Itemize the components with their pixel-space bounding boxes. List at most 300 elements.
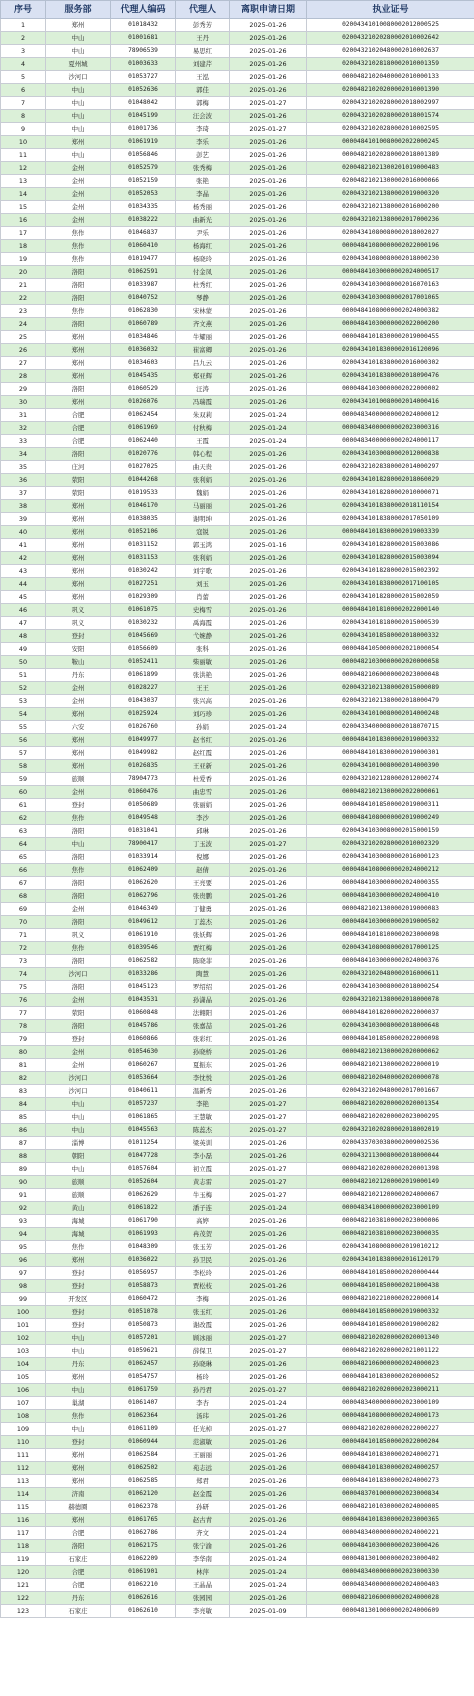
cell-agent-code: 01062620 <box>111 877 176 890</box>
cell-agent-name: 汪涛 <box>176 383 230 396</box>
cell-resign-date: 2025-01-27 <box>230 1098 307 1111</box>
cell-agent-name: 王慧敏 <box>176 1111 230 1124</box>
cell-index: 118 <box>1 1540 46 1553</box>
table-row <box>1 1098 474 1111</box>
cell-branch: 荥阳 <box>46 1007 111 1020</box>
cell-agent-code: 01062502 <box>111 1462 176 1475</box>
cell-license-no: 00004834000000002023000330 <box>307 1566 474 1579</box>
cell-agent-code: 01039546 <box>111 942 176 955</box>
table-row <box>1 240 474 253</box>
cell-resign-date: 2025-01-26 <box>230 994 307 1007</box>
table-row <box>1 1553 474 1566</box>
cell-branch: 鞍山 <box>46 656 111 669</box>
cell-agent-code: 01043037 <box>111 695 176 708</box>
cell-index: 11 <box>1 149 46 162</box>
cell-branch: 洛阳 <box>46 448 111 461</box>
cell-license-no: 02004321021380002018000078 <box>307 994 474 1007</box>
cell-agent-code: 01057237 <box>111 1098 176 1111</box>
cell-agent-name: 孙晓桥 <box>176 1046 230 1059</box>
cell-branch: 洛阳 <box>46 1020 111 1033</box>
cell-branch: 郑州 <box>46 708 111 721</box>
cell-license-no: 02004321020280002018002019 <box>307 1124 474 1137</box>
cell-index: 27 <box>1 357 46 370</box>
cell-branch: 金州 <box>46 786 111 799</box>
cell-agent-code: 01011254 <box>111 1137 176 1150</box>
cell-branch: 洛阳 <box>46 318 111 331</box>
cell-agent-code: 01043531 <box>111 994 176 1007</box>
cell-license-no: 00004841030000002019000502 <box>307 916 474 929</box>
cell-agent-code: 01019477 <box>111 253 176 266</box>
cell-index: 88 <box>1 1150 46 1163</box>
cell-branch: 沙河口 <box>46 968 111 981</box>
cell-branch: 安阳 <box>46 643 111 656</box>
cell-license-no: 00004841018300002024000271 <box>307 1449 474 1462</box>
table-row <box>1 1436 474 1449</box>
cell-branch: 郑州 <box>46 370 111 383</box>
cell-index: 120 <box>1 1566 46 1579</box>
cell-resign-date: 2025-01-26 <box>230 1540 307 1553</box>
table-row <box>1 1527 474 1540</box>
cell-agent-name: 陈蕊杰 <box>176 1124 230 1137</box>
cell-resign-date: 2025-01-26 <box>230 1046 307 1059</box>
cell-license-no: 00004821060000002024000028 <box>307 1592 474 1605</box>
cell-agent-name: 张园园 <box>176 1592 230 1605</box>
cell-agent-name: 刘巧珍 <box>176 708 230 721</box>
cell-resign-date: 2025-01-26 <box>230 1072 307 1085</box>
cell-license-no: 00004821020200002020001398 <box>307 1163 474 1176</box>
cell-resign-date: 2025-01-26 <box>230 1436 307 1449</box>
cell-branch: 中山 <box>46 1332 111 1345</box>
cell-index: 83 <box>1 1085 46 1098</box>
cell-index: 17 <box>1 227 46 240</box>
cell-license-no: 00004841080000002022000196 <box>307 240 474 253</box>
cell-index: 13 <box>1 175 46 188</box>
table-row <box>1 1566 474 1579</box>
cell-branch: 中山 <box>46 123 111 136</box>
cell-index: 119 <box>1 1553 46 1566</box>
cell-agent-name: 梁英训 <box>176 1137 230 1150</box>
table-row <box>1 708 474 721</box>
table-row <box>1 760 474 773</box>
cell-index: 85 <box>1 1111 46 1124</box>
table-row <box>1 1124 474 1137</box>
cell-agent-name: 牛耀丽 <box>176 331 230 344</box>
cell-agent-name: 张利娟 <box>176 474 230 487</box>
cell-agent-name: 王亚新 <box>176 760 230 773</box>
table-row <box>1 1462 474 1475</box>
cell-agent-code: 01062440 <box>111 435 176 448</box>
cell-agent-name: 柴丽敏 <box>176 656 230 669</box>
cell-index: 67 <box>1 877 46 890</box>
cell-agent-name: 李梅 <box>176 1293 230 1306</box>
cell-index: 81 <box>1 1059 46 1072</box>
cell-license-no: 00004821030000002020000058 <box>307 656 474 669</box>
cell-resign-date: 2025-01-26 <box>230 903 307 916</box>
cell-license-no: 00004841018200002022000037 <box>307 1007 474 1020</box>
cell-license-no: 02004341018380002018110154 <box>307 500 474 513</box>
cell-agent-code: 01025924 <box>111 708 176 721</box>
table-row <box>1 968 474 981</box>
cell-resign-date: 2025-01-26 <box>230 825 307 838</box>
cell-license-no: 00004821020400002020000078 <box>307 1072 474 1085</box>
cell-branch: 登封 <box>46 1033 111 1046</box>
cell-branch: 丹东 <box>46 1592 111 1605</box>
cell-resign-date: 2025-01-26 <box>230 461 307 474</box>
cell-license-no: 00004841018100002023000098 <box>307 929 474 942</box>
cell-license-no: 00004841030000002024000410 <box>307 890 474 903</box>
cell-agent-code: 01046170 <box>111 500 176 513</box>
table-row <box>1 1046 474 1059</box>
cell-agent-code: 01050873 <box>111 1319 176 1332</box>
cell-resign-date: 2025-01-26 <box>230 500 307 513</box>
cell-resign-date: 2025-01-26 <box>230 513 307 526</box>
cell-agent-name: 牛玉梅 <box>176 1189 230 1202</box>
cell-license-no: 02004341010080002014000390 <box>307 760 474 773</box>
cell-agent-code: 01056609 <box>111 643 176 656</box>
cell-branch: 中山 <box>46 1124 111 1137</box>
cell-agent-code: 01045669 <box>111 630 176 643</box>
column-header-branch: 服务部 <box>46 1 111 19</box>
cell-license-no: 00004841018300002024000273 <box>307 1475 474 1488</box>
cell-resign-date: 2025-01-26 <box>230 643 307 656</box>
cell-agent-name: 弋婉静 <box>176 630 230 643</box>
cell-agent-name: 张利娟 <box>176 552 230 565</box>
cell-agent-name: 曲天贵 <box>176 461 230 474</box>
table-row <box>1 578 474 591</box>
cell-index: 91 <box>1 1189 46 1202</box>
cell-license-no: 02004334000080002018070715 <box>307 721 474 734</box>
cell-branch: 金州 <box>46 162 111 175</box>
cell-agent-name: 郭佳 <box>176 84 230 97</box>
cell-resign-date: 2025-01-26 <box>230 1215 307 1228</box>
table-row <box>1 266 474 279</box>
cell-license-no: 02004321021380002019000320 <box>307 188 474 201</box>
cell-license-no: 00004841018500002022000098 <box>307 1033 474 1046</box>
table-row <box>1 604 474 617</box>
cell-license-no: 00004841018300002019000332 <box>307 734 474 747</box>
cell-resign-date: 2025-01-26 <box>230 396 307 409</box>
cell-license-no: 02004341018580002018000332 <box>307 630 474 643</box>
cell-license-no: 02004341080080002018002027 <box>307 227 474 240</box>
cell-branch: 郑州 <box>46 526 111 539</box>
table-row <box>1 643 474 656</box>
cell-branch: 郑州 <box>46 396 111 409</box>
cell-agent-code: 01033286 <box>111 968 176 981</box>
cell-license-no: 00004841010080002022000245 <box>307 136 474 149</box>
cell-license-no: 00004841080000002024000382 <box>307 305 474 318</box>
cell-agent-name: 张贵鹏 <box>176 890 230 903</box>
table-row <box>1 1215 474 1228</box>
cell-index: 63 <box>1 825 46 838</box>
cell-agent-code: 01049548 <box>111 812 176 825</box>
table-row <box>1 1592 474 1605</box>
cell-index: 6 <box>1 84 46 97</box>
cell-agent-code: 01061790 <box>111 1215 176 1228</box>
cell-resign-date: 2025-01-27 <box>230 1111 307 1124</box>
cell-branch: 旅顺 <box>46 1189 111 1202</box>
cell-resign-date: 2025-01-26 <box>230 786 307 799</box>
cell-agent-code: 01046349 <box>111 903 176 916</box>
cell-agent-name: 尹乐 <box>176 227 230 240</box>
cell-resign-date: 2025-01-26 <box>230 799 307 812</box>
cell-agent-name: 张妖辉 <box>176 929 230 942</box>
cell-resign-date: 2025-01-27 <box>230 1176 307 1189</box>
cell-index: 36 <box>1 474 46 487</box>
cell-agent-code: 01062629 <box>111 1189 176 1202</box>
cell-resign-date: 2025-01-26 <box>230 110 307 123</box>
cell-index: 38 <box>1 500 46 513</box>
table-row <box>1 1293 474 1306</box>
table-row <box>1 929 474 942</box>
cell-resign-date: 2025-01-26 <box>230 851 307 864</box>
cell-resign-date: 2025-01-26 <box>230 487 307 500</box>
cell-agent-name: 付秋梅 <box>176 422 230 435</box>
cell-index: 77 <box>1 1007 46 1020</box>
cell-license-no: 00004841018300002019000455 <box>307 331 474 344</box>
cell-branch: 沙河口 <box>46 71 111 84</box>
table-row <box>1 1254 474 1267</box>
cell-branch: 六安 <box>46 721 111 734</box>
table-row <box>1 591 474 604</box>
cell-agent-code: 01049977 <box>111 734 176 747</box>
cell-agent-name: 曲忠雪 <box>176 786 230 799</box>
table-row <box>1 1202 474 1215</box>
cell-branch: 庄河 <box>46 461 111 474</box>
cell-index: 7 <box>1 97 46 110</box>
cell-agent-name: 孙丹君 <box>176 1384 230 1397</box>
cell-index: 1 <box>1 19 46 32</box>
table-row <box>1 695 474 708</box>
cell-agent-code: 01052604 <box>111 1176 176 1189</box>
cell-branch: 旅顺 <box>46 1176 111 1189</box>
cell-branch: 郑州 <box>46 136 111 149</box>
cell-agent-code: 01061910 <box>111 929 176 942</box>
cell-index: 86 <box>1 1124 46 1137</box>
cell-branch: 丹东 <box>46 669 111 682</box>
cell-license-no: 02004321028380002014000297 <box>307 461 474 474</box>
cell-branch: 朝阳 <box>46 1150 111 1163</box>
table-row <box>1 409 474 422</box>
cell-branch: 淄博 <box>46 1137 111 1150</box>
cell-resign-date: 2025-01-27 <box>230 1189 307 1202</box>
cell-branch: 金州 <box>46 175 111 188</box>
cell-license-no: 00004841018500002021000438 <box>307 1280 474 1293</box>
cell-branch: 巩义 <box>46 604 111 617</box>
table-row <box>1 32 474 45</box>
cell-agent-code: 01048042 <box>111 97 176 110</box>
cell-license-no: 02004341018380002018090476 <box>307 370 474 383</box>
cell-agent-name: 郑亚辉 <box>176 370 230 383</box>
cell-branch: 沙河口 <box>46 1085 111 1098</box>
cell-agent-name: 张宁渝 <box>176 1540 230 1553</box>
cell-resign-date: 2025-01-24 <box>230 422 307 435</box>
cell-branch: 巩义 <box>46 617 111 630</box>
cell-agent-code: 01062584 <box>111 1449 176 1462</box>
cell-agent-name: 李乐 <box>176 136 230 149</box>
cell-agent-name: 丁玉波 <box>176 838 230 851</box>
cell-resign-date: 2025-01-26 <box>230 253 307 266</box>
cell-branch: 黄山 <box>46 1202 111 1215</box>
table-row <box>1 448 474 461</box>
table-row <box>1 1072 474 1085</box>
table-row <box>1 1475 474 1488</box>
cell-agent-name: 杨晓玲 <box>176 253 230 266</box>
table-row <box>1 1306 474 1319</box>
cell-branch: 济南 <box>46 1488 111 1501</box>
cell-branch: 金州 <box>46 1059 111 1072</box>
cell-license-no: 02004341018380002016000302 <box>307 357 474 370</box>
table-row <box>1 357 474 370</box>
cell-index: 111 <box>1 1449 46 1462</box>
cell-resign-date: 2025-01-27 <box>230 1384 307 1397</box>
cell-agent-name: 曲新光 <box>176 214 230 227</box>
cell-branch: 登封 <box>46 1306 111 1319</box>
cell-branch: 登封 <box>46 1267 111 1280</box>
cell-agent-code: 01045123 <box>111 981 176 994</box>
table-row <box>1 71 474 84</box>
table-row <box>1 721 474 734</box>
table-row <box>1 58 474 71</box>
cell-agent-code: 78904773 <box>111 773 176 786</box>
cell-license-no: 00004821020200002021001122 <box>307 1345 474 1358</box>
cell-resign-date: 2025-01-26 <box>230 1007 307 1020</box>
column-header-agent-code: 代理人编码 <box>111 1 176 19</box>
cell-agent-name: 彭秀芳 <box>176 19 230 32</box>
cell-agent-code: 01061075 <box>111 604 176 617</box>
cell-resign-date: 2025-01-26 <box>230 331 307 344</box>
cell-agent-code: 01034603 <box>111 357 176 370</box>
cell-resign-date: 2025-01-24 <box>230 721 307 734</box>
cell-license-no: 02004321021380002015000089 <box>307 682 474 695</box>
table-row <box>1 175 474 188</box>
cell-branch: 中山 <box>46 32 111 45</box>
cell-index: 24 <box>1 318 46 331</box>
cell-branch: 郑州 <box>46 552 111 565</box>
cell-resign-date: 2025-01-26 <box>230 370 307 383</box>
cell-index: 37 <box>1 487 46 500</box>
cell-agent-code: 01060529 <box>111 383 176 396</box>
cell-agent-name: 温新秀 <box>176 1085 230 1098</box>
cell-license-no: 00004841030000002023000426 <box>307 1540 474 1553</box>
cell-resign-date: 2025-01-26 <box>230 526 307 539</box>
table-row <box>1 812 474 825</box>
cell-branch: 金州 <box>46 695 111 708</box>
cell-resign-date: 2025-01-27 <box>230 1423 307 1436</box>
cell-index: 30 <box>1 396 46 409</box>
cell-agent-name: 张丽娟 <box>176 799 230 812</box>
cell-license-no: 02004821021300002016000066 <box>307 175 474 188</box>
table-row <box>1 227 474 240</box>
cell-license-no: 00004821021300002022000019 <box>307 1059 474 1072</box>
cell-agent-code: 01061969 <box>111 422 176 435</box>
cell-agent-code: 01062610 <box>111 1605 176 1618</box>
cell-resign-date: 2025-01-26 <box>230 318 307 331</box>
cell-agent-code: 01052579 <box>111 162 176 175</box>
cell-agent-code: 01061901 <box>111 1566 176 1579</box>
cell-license-no: 00004841080000002024000212 <box>307 864 474 877</box>
table-row <box>1 1137 474 1150</box>
table-row <box>1 344 474 357</box>
cell-branch: 中山 <box>46 45 111 58</box>
cell-index: 18 <box>1 240 46 253</box>
cell-license-no: 00004821038100002023000006 <box>307 1215 474 1228</box>
cell-license-no: 00004821038100002023000035 <box>307 1228 474 1241</box>
cell-license-no: 00004834000000002024000117 <box>307 435 474 448</box>
cell-agent-name: 冉茂贺 <box>176 1228 230 1241</box>
cell-agent-code: 01061407 <box>111 1397 176 1410</box>
cell-index: 41 <box>1 539 46 552</box>
table-row <box>1 84 474 97</box>
cell-index: 5 <box>1 71 46 84</box>
table-row <box>1 97 474 110</box>
cell-agent-code: 01034335 <box>111 201 176 214</box>
cell-license-no: 02004821020200002010001390 <box>307 84 474 97</box>
cell-license-no: 00004841030000002024000376 <box>307 955 474 968</box>
cell-index: 50 <box>1 656 46 669</box>
cell-agent-code: 01020776 <box>111 448 176 461</box>
table-row <box>1 1514 474 1527</box>
cell-index: 34 <box>1 448 46 461</box>
cell-agent-code: 01040752 <box>111 292 176 305</box>
cell-branch: 中山 <box>46 1098 111 1111</box>
cell-index: 57 <box>1 747 46 760</box>
cell-agent-code: 01061993 <box>111 1228 176 1241</box>
cell-resign-date: 2025-01-26 <box>230 175 307 188</box>
cell-branch: 郑州 <box>46 760 111 773</box>
cell-license-no: 02004321028180002010001359 <box>307 58 474 71</box>
cell-resign-date: 2025-01-26 <box>230 214 307 227</box>
cell-license-no: 00004821020200002022000227 <box>307 1423 474 1436</box>
cell-resign-date: 2025-01-26 <box>230 656 307 669</box>
cell-resign-date: 2025-01-26 <box>230 630 307 643</box>
table-row <box>1 630 474 643</box>
table-row <box>1 1280 474 1293</box>
cell-agent-code: 01054757 <box>111 1371 176 1384</box>
cell-branch: 洛阳 <box>46 266 111 279</box>
cell-branch: 石家庄 <box>46 1605 111 1618</box>
table-row <box>1 305 474 318</box>
cell-resign-date: 2025-01-26 <box>230 1254 307 1267</box>
cell-license-no: 00004841030000002022000200 <box>307 318 474 331</box>
cell-resign-date: 2025-01-26 <box>230 760 307 773</box>
cell-agent-name: 罗绍绍 <box>176 981 230 994</box>
table-row <box>1 539 474 552</box>
cell-agent-name: 孙卫民 <box>176 1254 230 1267</box>
cell-agent-name: 赵古青 <box>176 1514 230 1527</box>
cell-license-no: 02004341018280002010000071 <box>307 487 474 500</box>
cell-resign-date: 2025-01-26 <box>230 1293 307 1306</box>
cell-resign-date: 2025-01-26 <box>230 695 307 708</box>
cell-license-no: 00004821020200002020001340 <box>307 1332 474 1345</box>
cell-index: 112 <box>1 1462 46 1475</box>
cell-resign-date: 2025-01-26 <box>230 708 307 721</box>
cell-agent-code: 01060866 <box>111 1033 176 1046</box>
cell-branch: 夏州城 <box>46 58 111 71</box>
cell-index: 29 <box>1 383 46 396</box>
cell-agent-name: 范淑敏 <box>176 1436 230 1449</box>
cell-agent-code: 01054630 <box>111 1046 176 1059</box>
cell-branch: 洛阳 <box>46 279 111 292</box>
table-row <box>1 1085 474 1098</box>
cell-index: 95 <box>1 1241 46 1254</box>
cell-agent-code: 01036022 <box>111 1254 176 1267</box>
cell-index: 4 <box>1 58 46 71</box>
cell-index: 22 <box>1 292 46 305</box>
cell-resign-date: 2025-01-26 <box>230 201 307 214</box>
cell-index: 73 <box>1 955 46 968</box>
table-row <box>1 851 474 864</box>
cell-agent-code: 01061109 <box>111 1423 176 1436</box>
